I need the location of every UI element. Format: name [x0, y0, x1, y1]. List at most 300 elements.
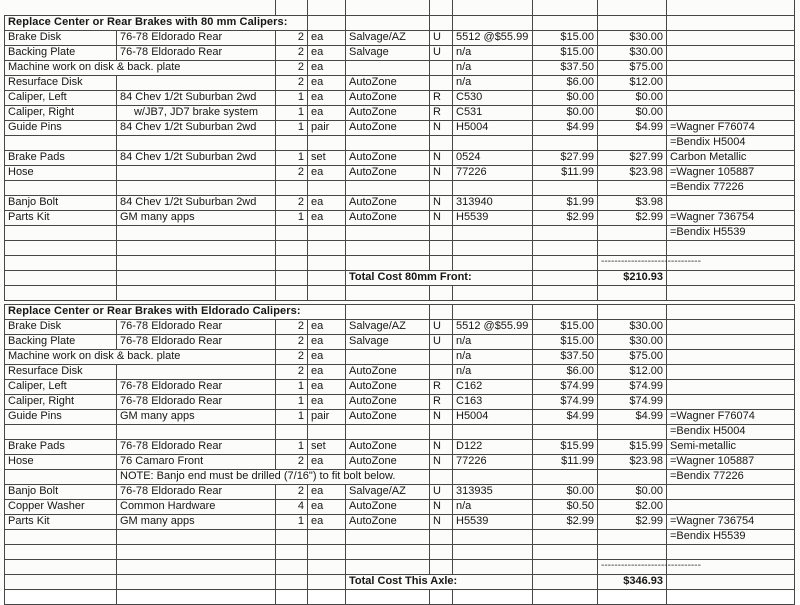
cell-condition: R	[430, 105, 453, 120]
cell-part-number: H5004	[453, 409, 533, 424]
table-row	[5, 45, 795, 60]
cell-qty: 2	[276, 349, 308, 364]
cell-unit-price	[533, 270, 598, 285]
cell-source	[346, 225, 430, 240]
cell-notes: =Bendix 77226	[667, 180, 795, 195]
cell-condition: N	[430, 165, 453, 180]
cell-condition: N	[430, 439, 453, 454]
table-row	[5, 165, 795, 180]
cell-ext-price: $4.99	[598, 120, 667, 135]
cell-unit-price: $15.00	[533, 45, 598, 60]
cell-item	[5, 285, 117, 300]
table-row	[5, 364, 795, 379]
section-80mm-body	[5, 0, 795, 300]
table-row	[5, 0, 795, 15]
cell-application	[117, 424, 276, 439]
table-row	[5, 559, 795, 574]
cell-qty	[276, 424, 308, 439]
cell-unit	[308, 424, 346, 439]
cell-ext-price	[598, 424, 667, 439]
cell-item: Backing Plate	[5, 45, 117, 60]
cell-source: Salvage/AZ	[346, 319, 430, 334]
cell-unit-price	[533, 240, 598, 255]
cell-item: Backing Plate	[5, 334, 117, 349]
cell-application: 76-78 Eldorado Rear	[117, 334, 276, 349]
cell-item: Brake Pads	[5, 150, 117, 165]
cell-ext-price: $15.99	[598, 439, 667, 454]
cell-notes	[667, 270, 795, 285]
cell-ext-price	[598, 240, 667, 255]
cell-item	[5, 255, 117, 270]
cell-source: AutoZone	[346, 75, 430, 90]
cell-qty: 1	[276, 409, 308, 424]
cell-notes	[667, 499, 795, 514]
cell-unit: ea	[308, 165, 346, 180]
table-row	[5, 285, 795, 300]
cell-unit: set	[308, 150, 346, 165]
cell-application: 76-78 Eldorado Rear	[117, 30, 276, 45]
cell-ext-price: $30.00	[598, 319, 667, 334]
cell-item: Parts Kit	[5, 514, 117, 529]
cell-item: Resurface Disk	[5, 364, 117, 379]
cell-qty: 2	[276, 454, 308, 469]
cell-source	[346, 0, 430, 15]
cell-unit: ea	[308, 454, 346, 469]
cell-qty: 1	[276, 90, 308, 105]
cell-condition: N	[430, 499, 453, 514]
cell-unit	[308, 589, 346, 604]
cell-item	[5, 574, 117, 589]
cell-source: AutoZone	[346, 514, 430, 529]
cell-source	[346, 544, 430, 559]
cell-ext-price: $2.99	[598, 514, 667, 529]
cell-condition	[430, 255, 453, 270]
cell-unit-price: $6.00	[533, 364, 598, 379]
cell-notes	[667, 15, 795, 30]
cell-application: Common Hardware	[117, 499, 276, 514]
cell-unit	[308, 529, 346, 544]
table-row	[5, 135, 795, 150]
table-row	[5, 255, 795, 270]
cell-application: 76-78 Eldorado Rear	[117, 379, 276, 394]
cell-part-number	[453, 304, 533, 319]
cell-item: Machine work on disk & back. plate	[5, 349, 276, 364]
cell-application	[117, 225, 276, 240]
section-title: Replace Center or Rear Brakes with Eldorado Calipers:	[5, 304, 346, 319]
cell-unit: ea	[308, 195, 346, 210]
cell-item	[5, 135, 117, 150]
cell-application: 76-78 Eldorado Rear	[117, 439, 276, 454]
cell-unit-price: $0.00	[533, 484, 598, 499]
cell-item	[5, 469, 117, 484]
cell-ext-price: $12.00	[598, 364, 667, 379]
cell-qty	[276, 135, 308, 150]
cell-notes	[667, 589, 795, 604]
table-row	[5, 120, 795, 135]
cell-notes: =Wagner 736754	[667, 514, 795, 529]
cell-source: Salvage/AZ	[346, 30, 430, 45]
cell-item: Banjo Bolt	[5, 484, 117, 499]
cell-condition: N	[430, 409, 453, 424]
cell-condition	[430, 240, 453, 255]
cell-source: AutoZone	[346, 409, 430, 424]
cell-unit	[308, 0, 346, 15]
cell-condition: U	[430, 484, 453, 499]
cell-ext-price: $0.00	[598, 105, 667, 120]
cell-unit-price: $2.99	[533, 514, 598, 529]
table-row	[5, 180, 795, 195]
cell-qty	[276, 544, 308, 559]
cell-notes	[667, 544, 795, 559]
cell-ext-price	[598, 589, 667, 604]
cell-ext-price	[598, 285, 667, 300]
cell-ext-price	[598, 304, 667, 319]
cell-condition	[430, 75, 453, 90]
cell-application	[117, 559, 276, 574]
cell-source: AutoZone	[346, 499, 430, 514]
cell-unit-price	[533, 469, 598, 484]
cell-item	[5, 240, 117, 255]
cell-ext-price: $74.99	[598, 379, 667, 394]
cell-source: AutoZone	[346, 150, 430, 165]
cell-unit-price	[533, 135, 598, 150]
cell-qty: 1	[276, 439, 308, 454]
cell-notes: =Bendix H5004	[667, 135, 795, 150]
cell-part-number: C162	[453, 379, 533, 394]
cell-part-number	[453, 469, 533, 484]
cell-application: 76-78 Eldorado Rear	[117, 45, 276, 60]
cell-notes	[667, 90, 795, 105]
cell-application	[117, 180, 276, 195]
table-row	[5, 454, 795, 469]
cell-notes	[667, 349, 795, 364]
cell-application: NOTE: Banjo end must be drilled (7/16") to fit bolt below.	[117, 469, 430, 484]
cell-part-number	[453, 180, 533, 195]
cell-condition: R	[430, 379, 453, 394]
cell-notes: =Wagner 105887	[667, 454, 795, 469]
cell-unit: ea	[308, 364, 346, 379]
cell-ext-price	[598, 15, 667, 30]
cell-qty	[276, 270, 308, 285]
cell-application: 76-78 Eldorado Rear	[117, 484, 276, 499]
cell-notes	[667, 30, 795, 45]
cell-condition	[430, 589, 453, 604]
cell-ext-price	[598, 0, 667, 15]
table-row	[5, 439, 795, 454]
cell-part-number: 77226	[453, 454, 533, 469]
section-title: Replace Center or Rear Brakes with 80 mm Calipers:	[5, 15, 308, 30]
cell-part-number: 0524	[453, 150, 533, 165]
total-row	[5, 574, 795, 589]
cell-ext-price	[598, 544, 667, 559]
cell-unit-price	[533, 589, 598, 604]
cell-condition	[430, 135, 453, 150]
cell-source	[346, 15, 430, 30]
cell-ext-price	[598, 255, 701, 270]
cell-application	[117, 364, 276, 379]
cell-condition	[430, 469, 453, 484]
cell-application	[117, 285, 276, 300]
cell-application	[117, 270, 276, 285]
cell-notes: =Wagner F76074	[667, 120, 795, 135]
table-row	[5, 544, 795, 559]
cell-part-number: H5004	[453, 120, 533, 135]
cell-unit	[308, 270, 346, 285]
cell-application: 76-78 Eldorado Rear	[117, 394, 276, 409]
cell-source	[346, 180, 430, 195]
cell-source	[346, 60, 430, 75]
table-row	[5, 90, 795, 105]
cell-unit: ea	[308, 105, 346, 120]
table-row	[5, 499, 795, 514]
cell-notes	[667, 484, 795, 499]
cell-item: Banjo Bolt	[5, 195, 117, 210]
cell-part-number: n/a	[453, 60, 533, 75]
cell-part-number: 5512 @$55.99	[453, 319, 533, 334]
dashed-separator: ------------------------------	[601, 560, 701, 571]
cell-item	[5, 529, 117, 544]
cell-unit: ea	[308, 514, 346, 529]
table-row	[5, 469, 795, 484]
cell-condition: R	[430, 90, 453, 105]
cell-unit	[308, 240, 346, 255]
cell-unit	[308, 15, 346, 30]
cell-application	[117, 75, 276, 90]
cell-part-number: n/a	[453, 334, 533, 349]
cell-unit-price	[533, 424, 598, 439]
cell-notes	[667, 394, 795, 409]
cell-part-number: 77226	[453, 165, 533, 180]
cell-part-number	[453, 255, 533, 270]
cell-unit-price	[533, 255, 598, 270]
cell-source: Total Cost 80mm Front:	[346, 270, 533, 285]
table-row	[5, 60, 795, 75]
cell-qty	[276, 180, 308, 195]
cell-part-number: 313940	[453, 195, 533, 210]
cell-ext-price: $30.00	[598, 30, 667, 45]
cell-source	[346, 559, 430, 574]
cell-unit: pair	[308, 409, 346, 424]
cell-qty: 1	[276, 514, 308, 529]
cell-unit-price: $37.50	[533, 60, 598, 75]
cell-item	[5, 270, 117, 285]
cell-condition: U	[430, 334, 453, 349]
cell-source: AutoZone	[346, 394, 430, 409]
cell-condition	[430, 15, 453, 30]
cell-part-number: n/a	[453, 364, 533, 379]
cell-notes	[667, 45, 795, 60]
cell-part-number: H5539	[453, 210, 533, 225]
cell-unit-price: $15.00	[533, 319, 598, 334]
table-row	[5, 484, 795, 499]
table-row	[5, 334, 795, 349]
cell-part-number: C531	[453, 105, 533, 120]
cell-unit: ea	[308, 30, 346, 45]
cell-part-number	[453, 424, 533, 439]
cell-notes: Carbon Metallic	[667, 150, 795, 165]
cell-notes	[667, 574, 795, 589]
cell-ext-price	[598, 529, 667, 544]
cell-unit-price: $74.99	[533, 394, 598, 409]
cell-part-number: n/a	[453, 45, 533, 60]
cell-condition: U	[430, 30, 453, 45]
cell-ext-price: $74.99	[598, 394, 667, 409]
cell-qty: 4	[276, 499, 308, 514]
cell-qty	[276, 240, 308, 255]
cell-notes: =Bendix H5539	[667, 225, 795, 240]
cell-ext-price	[598, 225, 667, 240]
cell-ext-price: $12.00	[598, 75, 667, 90]
cell-unit-price: $74.99	[533, 379, 598, 394]
cell-application: 84 Chev 1/2t Suburban 2wd	[117, 195, 276, 210]
cell-part-number: H5539	[453, 514, 533, 529]
cell-condition: U	[430, 319, 453, 334]
cell-unit-price	[533, 180, 598, 195]
section-80mm-table	[4, 0, 795, 301]
cell-source: AutoZone	[346, 364, 430, 379]
cell-qty: 1	[276, 150, 308, 165]
cell-condition	[430, 60, 453, 75]
cell-item: Copper Washer	[5, 499, 117, 514]
cell-ext-price: $23.98	[598, 165, 667, 180]
table-row	[5, 379, 795, 394]
cell-unit-price	[533, 559, 598, 574]
cell-unit-price	[533, 304, 598, 319]
section-header-row	[5, 15, 795, 30]
cell-application	[117, 165, 276, 180]
cell-part-number: 313935	[453, 484, 533, 499]
cell-notes	[667, 0, 795, 15]
cell-source: AutoZone	[346, 454, 430, 469]
cell-unit: set	[308, 439, 346, 454]
cell-application	[117, 589, 276, 604]
cell-ext-price: $27.99	[598, 150, 667, 165]
cell-ext-price: $0.00	[598, 90, 667, 105]
cell-item	[5, 544, 117, 559]
cell-unit-price: $2.99	[533, 210, 598, 225]
cell-notes	[667, 319, 795, 334]
cell-item: Hose	[5, 454, 117, 469]
cell-item: Caliper, Right	[5, 394, 117, 409]
cell-source: AutoZone	[346, 105, 430, 120]
cell-unit-price: $15.00	[533, 334, 598, 349]
cell-item: Caliper, Right	[5, 105, 117, 120]
cell-qty	[276, 529, 308, 544]
cell-notes	[667, 334, 795, 349]
cell-notes	[667, 285, 795, 300]
dashed-separator: ------------------------------	[601, 256, 701, 267]
cell-application: 76 Camaro Front	[117, 454, 276, 469]
cell-notes	[667, 75, 795, 90]
cell-qty: 2	[276, 364, 308, 379]
cell-notes: =Wagner 105887	[667, 165, 795, 180]
cell-notes: =Wagner F76074	[667, 409, 795, 424]
cell-unit	[308, 135, 346, 150]
cell-notes: =Bendix H5004	[667, 424, 795, 439]
cell-ext-price: $30.00	[598, 334, 667, 349]
cell-item: Caliper, Left	[5, 379, 117, 394]
cell-part-number	[453, 225, 533, 240]
cell-ext-price: $4.99	[598, 409, 667, 424]
cell-unit-price: $11.99	[533, 454, 598, 469]
cell-unit	[308, 180, 346, 195]
cell-unit: ea	[308, 334, 346, 349]
cell-unit-price	[533, 15, 598, 30]
cell-unit-price: $0.50	[533, 499, 598, 514]
cell-qty: 1	[276, 120, 308, 135]
cell-application: 84 Chev 1/2t Suburban 2wd	[117, 150, 276, 165]
cell-source	[346, 529, 430, 544]
cell-application: 84 Chev 1/2t Suburban 2wd	[117, 120, 276, 135]
cell-source: Salvage	[346, 45, 430, 60]
cell-unit-price: $4.99	[533, 120, 598, 135]
table-row	[5, 394, 795, 409]
cell-qty: 1	[276, 379, 308, 394]
cell-qty: 1	[276, 105, 308, 120]
cell-item	[5, 180, 117, 195]
cell-qty: 2	[276, 484, 308, 499]
cell-unit: ea	[308, 394, 346, 409]
cell-unit: ea	[308, 210, 346, 225]
cell-unit	[308, 544, 346, 559]
cell-source	[346, 135, 430, 150]
cell-ext-price: $30.00	[598, 45, 667, 60]
cell-unit-price: $15.99	[533, 439, 598, 454]
cell-part-number	[453, 559, 533, 574]
cell-notes: =Bendix 77226	[667, 469, 795, 484]
cell-qty: 1	[276, 394, 308, 409]
cell-condition	[430, 285, 453, 300]
cell-qty: 1	[276, 210, 308, 225]
cell-item	[5, 424, 117, 439]
cell-qty: 2	[276, 45, 308, 60]
table-row	[5, 319, 795, 334]
cell-unit-price: $1.99	[533, 195, 598, 210]
cell-ext-price: $346.93	[598, 574, 667, 589]
cell-qty	[276, 255, 308, 270]
table-row	[5, 529, 795, 544]
total-row	[5, 270, 795, 285]
cell-application: w/JB7, JD7 brake system	[117, 105, 276, 120]
cell-unit-price: $4.99	[533, 409, 598, 424]
cell-source: AutoZone	[346, 120, 430, 135]
cell-ext-price: $2.00	[598, 499, 667, 514]
cell-source	[346, 255, 430, 270]
cell-part-number	[453, 529, 533, 544]
cell-application: GM many apps	[117, 514, 276, 529]
table-row	[5, 210, 795, 225]
cell-qty: 2	[276, 319, 308, 334]
cell-unit	[308, 255, 346, 270]
cell-ext-price: $210.93	[598, 270, 667, 285]
cell-notes	[667, 364, 795, 379]
cell-ext-price: $23.98	[598, 454, 667, 469]
cell-application	[117, 544, 276, 559]
cell-notes	[667, 304, 795, 319]
cell-part-number	[453, 135, 533, 150]
cell-qty: 2	[276, 30, 308, 45]
cell-part-number	[453, 589, 533, 604]
cell-ext-price	[598, 135, 667, 150]
cell-unit: ea	[308, 349, 346, 364]
cell-part-number	[453, 15, 533, 30]
cell-item: Resurface Disk	[5, 75, 117, 90]
cell-notes: =Wagner 736754	[667, 210, 795, 225]
cell-unit: ea	[308, 60, 346, 75]
cell-unit: ea	[308, 45, 346, 60]
cell-source	[346, 304, 430, 319]
cell-application	[117, 574, 276, 589]
